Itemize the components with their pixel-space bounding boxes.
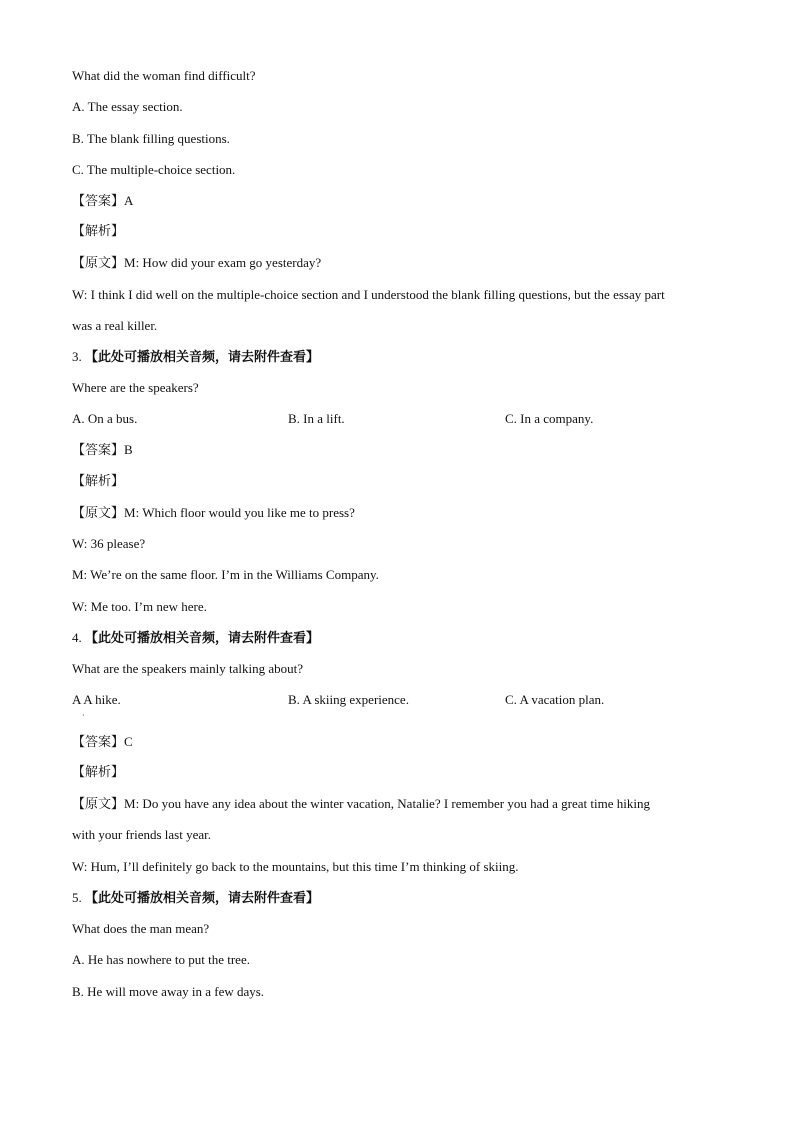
question-4-transcript-line bbox=[72, 796, 650, 813]
audio-note: 【此处可播放相关音频，请去附件查看】 bbox=[85, 631, 320, 646]
audio-note: 【此处可播放相关音频，请去附件查看】 bbox=[85, 350, 320, 365]
question-3-option-b: B. In a lift. bbox=[288, 411, 345, 426]
question-2-option-a: A. The essay section. bbox=[72, 99, 183, 114]
question-number: 5. bbox=[72, 890, 82, 905]
answer-label: 【答案】 bbox=[72, 735, 125, 750]
question-2-option-c: C. The multiple-choice section. bbox=[72, 162, 236, 177]
question-4-heading bbox=[72, 630, 319, 647]
question-2-option-b: B. The blank filling questions. bbox=[72, 131, 230, 146]
transcript-label: 【原文】 bbox=[72, 256, 125, 271]
stray-mark: · bbox=[82, 711, 85, 720]
answer-label: 【答案】 bbox=[72, 194, 125, 209]
question-2-analysis-label: 【解析】 bbox=[72, 224, 125, 239]
answer-value: B bbox=[124, 442, 133, 457]
question-4-option-c: C. A vacation plan. bbox=[505, 692, 605, 707]
question-5-heading bbox=[72, 890, 319, 907]
question-4-analysis-label: 【解析】 bbox=[72, 765, 125, 780]
transcript-label: 【原文】 bbox=[72, 506, 125, 521]
question-number: 4. bbox=[72, 630, 82, 645]
transcript-text: M: Do you have any idea about the winter vacation, Natalie? I remember you had a great time hiking bbox=[124, 796, 650, 811]
answer-label: 【答案】 bbox=[72, 443, 125, 458]
question-3-transcript-line: W: Me too. I’m new here. bbox=[72, 599, 207, 614]
question-4-transcript-line: W: Hum, I’ll definitely go back to the mountains, but this time I’m thinking of skiing. bbox=[72, 859, 519, 874]
question-2-answer bbox=[72, 193, 133, 210]
question-3-option-a: A. On a bus. bbox=[72, 411, 138, 426]
answer-value: C bbox=[124, 734, 133, 749]
audio-note: 【此处可播放相关音频，请去附件查看】 bbox=[85, 891, 320, 906]
question-2-transcript-line: W: I think I did well on the multiple-choice section and I understood the blank filling questions, but the essay part bbox=[72, 287, 665, 302]
question-3-text: Where are the speakers? bbox=[72, 380, 199, 395]
question-2-transcript-line bbox=[72, 255, 321, 272]
transcript-text: M: How did your exam go yesterday? bbox=[124, 255, 322, 270]
question-2-text: What did the woman find difficult? bbox=[72, 68, 256, 83]
question-3-analysis-label: 【解析】 bbox=[72, 474, 125, 489]
question-5-option-b: B. He will move away in a few days. bbox=[72, 984, 265, 999]
question-4-text: What are the speakers mainly talking about? bbox=[72, 661, 304, 676]
question-3-option-c: C. In a company. bbox=[505, 411, 594, 426]
question-4-option-b: B. A skiing experience. bbox=[288, 692, 409, 707]
question-3-transcript-line: M: We’re on the same floor. I’m in the Williams Company. bbox=[72, 567, 379, 582]
question-3-answer bbox=[72, 442, 133, 459]
question-number: 3. bbox=[72, 349, 82, 364]
transcript-label: 【原文】 bbox=[72, 797, 125, 812]
transcript-text: M: Which floor would you like me to press? bbox=[124, 505, 355, 520]
question-3-transcript-line: W: 36 please? bbox=[72, 536, 146, 551]
question-4-transcript-line: with your friends last year. bbox=[72, 827, 211, 842]
question-2-transcript-line: was a real killer. bbox=[72, 318, 158, 333]
question-3-transcript-line bbox=[72, 505, 355, 522]
answer-value: A bbox=[124, 193, 134, 208]
question-5-text: What does the man mean? bbox=[72, 921, 210, 936]
question-3-heading bbox=[72, 349, 319, 366]
question-4-answer bbox=[72, 734, 133, 751]
question-5-option-a: A. He has nowhere to put the tree. bbox=[72, 952, 250, 967]
question-4-option-a: A A hike. bbox=[72, 692, 121, 707]
